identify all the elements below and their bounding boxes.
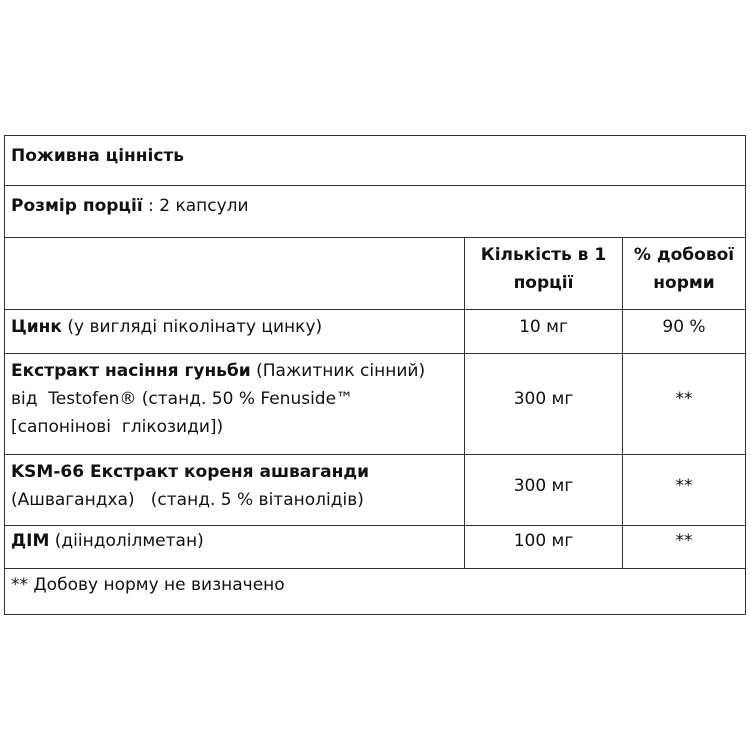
footnote-row <box>5 569 745 615</box>
ingredient-name: Екстракт насіння гуньби <box>11 361 251 381</box>
header-amount-line1: Кількість в 1 <box>480 245 607 265</box>
footnote: ** Добову норму не визначено <box>11 575 285 595</box>
dv-value: 90 % <box>662 317 706 337</box>
ingredient-detail-line3: [сапонінові глікозиди]) <box>11 417 224 437</box>
amount-cell <box>464 310 622 353</box>
dv-cell <box>622 455 745 525</box>
ingredient-cell <box>5 455 464 525</box>
dv-value: ** <box>675 476 693 496</box>
table-row <box>5 526 745 569</box>
dv-cell <box>622 354 745 454</box>
dv-value: ** <box>675 531 693 551</box>
header-row <box>5 238 745 310</box>
table-title: Поживна цінність <box>11 146 185 166</box>
ingredient-cell <box>5 354 464 454</box>
serving-label: Розмір порції <box>11 196 143 216</box>
dv-cell <box>622 526 745 568</box>
amount-cell <box>464 526 622 568</box>
amount-value: 300 мг <box>513 476 574 496</box>
amount-cell <box>464 455 622 525</box>
title-row <box>5 136 745 186</box>
amount-value: 100 мг <box>513 531 574 551</box>
header-amount-cell <box>464 238 622 309</box>
header-dv-cell <box>622 238 745 309</box>
table-row <box>5 455 745 526</box>
header-empty-cell <box>5 238 464 309</box>
serving-row <box>5 186 745 238</box>
ingredient-detail-line2: від Testofen® (станд. 50 % Fenuside™ <box>11 389 354 409</box>
amount-cell <box>464 354 622 454</box>
amount-value: 10 мг <box>519 317 568 337</box>
header-amount-line2: порції <box>513 273 574 293</box>
header-dv-line1: % добової <box>633 245 735 265</box>
dv-value: ** <box>675 389 693 409</box>
header-dv-line2: норми <box>653 273 715 293</box>
ingredient-name: Цинк <box>11 317 62 337</box>
ingredient-detail: (у вигляді піколінату цинку) <box>61 317 323 337</box>
amount-value: 300 мг <box>513 389 574 409</box>
serving-separator: : <box>142 196 160 216</box>
ingredient-detail-line2: (Ашвагандха) (станд. 5 % вітанолідів) <box>11 490 364 510</box>
dv-cell <box>622 310 745 353</box>
table-row <box>5 310 745 354</box>
ingredient-name: KSM-66 Екстракт кореня ашваганди <box>11 462 369 482</box>
ingredient-name: ДІМ <box>11 531 50 551</box>
ingredient-cell <box>5 310 464 353</box>
table-row <box>5 354 745 455</box>
ingredient-detail: (Пажитник сінний) <box>250 361 426 381</box>
ingredient-detail: (дііндолілметан) <box>49 531 204 551</box>
nutrition-table <box>4 135 746 615</box>
ingredient-cell <box>5 526 464 568</box>
serving-value: 2 капсули <box>159 196 249 216</box>
